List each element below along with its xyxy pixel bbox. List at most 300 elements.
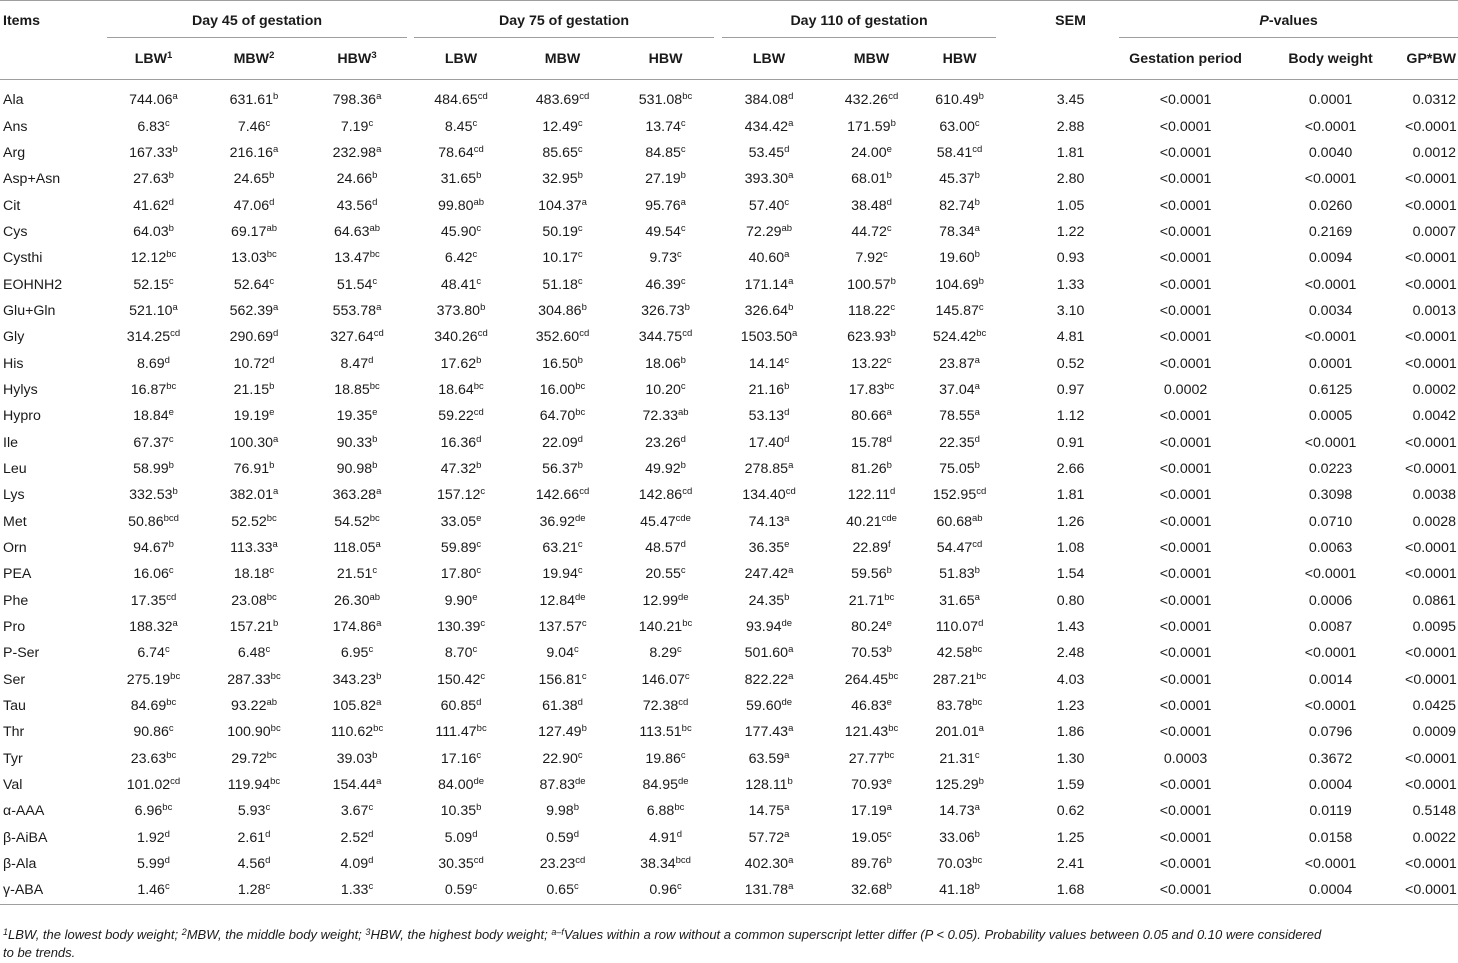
pvalue-cell: <0.0001 <box>1159 619 1212 636</box>
pvalue-cell: 0.0001 <box>1308 355 1353 372</box>
pvalue-cell: <0.0001 <box>1304 276 1357 293</box>
sem-cell: 1.05 <box>1056 197 1085 214</box>
value-cell: 140.21$^{bc}$ <box>638 618 693 636</box>
row-item-label: α-AAA <box>3 803 45 820</box>
sub-header-gp-bw: GP*BW <box>1405 38 1458 80</box>
row-item-label: Val <box>3 777 23 794</box>
value-cell: 623.93$^b$ <box>847 328 896 346</box>
value-cell: 1.28$^c$ <box>204 877 304 904</box>
value-cell: 80.66$^a$ <box>851 407 892 425</box>
pvalue-cell: 0.0223 <box>1308 460 1353 477</box>
table-body <box>0 80 1458 905</box>
pvalue-cell: 0.0710 <box>1308 513 1353 530</box>
row-item-label: Hylys <box>3 381 38 398</box>
value-cell: 23.87$^a$ <box>939 354 980 372</box>
value-cell: 6.88$^{bc}$ <box>646 802 685 820</box>
pvalue-cell: 0.0002 <box>1163 381 1208 398</box>
value-cell: 16.00$^{bc}$ <box>539 380 586 398</box>
pvalue-cell: 0.0022 <box>1412 829 1457 846</box>
value-cell: 145.87$^c$ <box>935 301 984 319</box>
value-cell: 52.64$^c$ <box>233 275 275 293</box>
value-cell: 53.45$^d$ <box>748 143 790 161</box>
table-row <box>0 746 1458 772</box>
sem-cell: 2.66 <box>1056 460 1085 477</box>
sub-header-mbw-45: MBW$^2$ <box>204 38 304 80</box>
value-cell: 8.45$^c$ <box>444 117 478 135</box>
value-cell: 113.33$^a$ <box>230 539 278 557</box>
pvalue-cell: 0.0004 <box>1256 877 1405 904</box>
value-cell: 7.46$^c$ <box>237 117 271 135</box>
value-cell: 95.76$^a$ <box>645 196 686 214</box>
sub-header-mbw-75: MBW <box>512 38 613 80</box>
sem-cell: 3.10 <box>1056 302 1085 319</box>
value-cell: 27.63$^b$ <box>133 170 174 188</box>
value-cell: 104.69$^b$ <box>935 275 984 293</box>
table-row <box>0 640 1458 666</box>
pvalue-cell: <0.0001 <box>1405 434 1457 451</box>
value-cell: 18.84e <box>133 407 174 425</box>
table-row <box>0 772 1458 798</box>
value-cell: 19.86$^c$ <box>645 749 686 767</box>
pvalue-cell: <0.0001 <box>1304 698 1357 715</box>
value-cell: 10.17$^c$ <box>542 249 583 267</box>
pvalue-cell: <0.0001 <box>1159 250 1212 267</box>
value-cell: 31.65$^b$ <box>440 170 482 188</box>
row-item-label: PEA <box>3 566 32 583</box>
sem-cell: 0.52 <box>1056 355 1085 372</box>
value-cell: 81.26$^b$ <box>851 459 892 477</box>
value-cell: 41.62$^d$ <box>133 196 174 214</box>
value-cell: 50.19$^c$ <box>542 222 583 240</box>
value-cell: 18.18$^c$ <box>233 565 275 583</box>
table-row <box>0 219 1458 245</box>
value-cell: 264.45$^{bc}$ <box>844 670 899 688</box>
pvalue-cell: <0.0001 <box>1159 566 1212 583</box>
value-cell: 610.49$^b$ <box>935 91 984 109</box>
value-cell: 99.80$^{ab}$ <box>437 196 485 214</box>
value-cell: 93.94de <box>745 618 793 636</box>
value-cell: 113.51$^{bc}$ <box>639 723 692 741</box>
sem-cell: 0.93 <box>1056 250 1085 267</box>
pvalue-cell: <0.0001 <box>1159 856 1212 873</box>
table-row <box>0 535 1458 561</box>
value-cell: 45.37$^b$ <box>939 170 980 188</box>
value-cell: 69.17$^{ab}$ <box>230 222 278 240</box>
value-cell: 7.19$^c$ <box>340 117 374 135</box>
value-cell: 48.41$^c$ <box>440 275 482 293</box>
value-cell: 174.86$^a$ <box>332 618 382 636</box>
value-cell: 6.95$^c$ <box>340 644 374 662</box>
value-cell: 524.42$^{bc}$ <box>932 328 987 346</box>
value-cell: 13.22$^c$ <box>851 354 892 372</box>
row-item-label: Met <box>3 513 27 530</box>
value-cell: 2.61$^d$ <box>237 828 271 846</box>
sub-header-hbw-110: HBW <box>923 38 1026 80</box>
value-cell: 156.81$^c$ <box>538 670 587 688</box>
table-row <box>0 667 1458 693</box>
value-cell: 8.70$^c$ <box>444 644 478 662</box>
value-cell: 17.62$^b$ <box>440 354 482 372</box>
pvalue-cell: <0.0001 <box>1159 698 1212 715</box>
value-cell: 27.19$^b$ <box>645 170 686 188</box>
value-cell: 154.44$^a$ <box>332 776 382 794</box>
table-row <box>0 80 1458 114</box>
value-cell: 63.00$^c$ <box>939 117 980 135</box>
value-cell: 75.05$^b$ <box>939 459 980 477</box>
row-item-label: Ser <box>3 671 26 688</box>
sem-cell: 1.22 <box>1056 223 1085 240</box>
value-cell: 553.78$^a$ <box>332 301 382 319</box>
pvalue-cell: 0.0002 <box>1412 381 1457 398</box>
value-cell: 100.30$^a$ <box>229 433 279 451</box>
value-cell: 40.21$^{cde}$ <box>846 512 897 530</box>
sem-cell: 1.30 <box>1056 750 1085 767</box>
pvalue-cell: <0.0001 <box>1405 355 1457 372</box>
pvalue-cell: 0.0158 <box>1308 829 1353 846</box>
table-row <box>0 693 1458 719</box>
pvalue-cell: <0.0001 <box>1159 487 1212 504</box>
value-cell: 59.89$^c$ <box>440 539 482 557</box>
row-item-label: Phe <box>3 592 29 609</box>
pvalue-cell: <0.0001 <box>1405 750 1457 767</box>
value-cell: 17.80$^c$ <box>440 565 482 583</box>
pvalue-cell: <0.0001 <box>1304 566 1357 583</box>
value-cell: 822.22$^a$ <box>744 670 794 688</box>
value-cell: 4.56$^d$ <box>237 855 271 873</box>
value-cell: 16.87$^{bc}$ <box>130 380 177 398</box>
pvalue-cell: <0.0001 <box>1405 856 1457 873</box>
pvalue-cell: 0.2169 <box>1308 223 1353 240</box>
value-cell: 5.99$^d$ <box>137 855 170 873</box>
pvalue-cell: 0.0012 <box>1412 144 1457 161</box>
pvalue-cell: 0.3098 <box>1308 487 1353 504</box>
pvalue-cell: <0.0001 <box>1159 777 1212 794</box>
pvalue-cell: <0.0001 <box>1159 144 1212 161</box>
sem-cell: 0.91 <box>1056 434 1085 451</box>
pvalue-cell: 0.0095 <box>1412 619 1457 636</box>
value-cell: 74.13$^a$ <box>748 512 790 530</box>
value-cell: 21.15$^b$ <box>233 380 275 398</box>
value-cell: 21.16$^b$ <box>748 380 790 398</box>
value-cell: 84.69$^{bc}$ <box>130 697 177 715</box>
pvalue-cell: <0.0001 <box>1405 118 1457 135</box>
sub-header-mbw-110: MBW <box>820 38 923 80</box>
sub-header-lbw-110: LBW <box>718 38 820 80</box>
value-cell: 232.98$^a$ <box>332 143 382 161</box>
table-row <box>0 825 1458 851</box>
value-cell: 100.57$^b$ <box>847 275 896 293</box>
pvalue-cell: <0.0001 <box>1405 877 1458 904</box>
table-row <box>0 851 1458 877</box>
row-item-label: Cysthi <box>3 250 43 267</box>
pvalue-cell: <0.0001 <box>1405 197 1457 214</box>
value-cell: 32.95$^b$ <box>542 170 583 188</box>
value-cell: 64.70$^{bc}$ <box>539 407 586 425</box>
pvalue-cell: <0.0001 <box>1159 408 1212 425</box>
value-cell: 21.51$^c$ <box>336 565 378 583</box>
row-item-label: Tyr <box>3 750 23 767</box>
pvalue-cell: 0.0425 <box>1412 698 1457 715</box>
pvalue-cell: <0.0001 <box>1304 856 1357 873</box>
value-cell: 85.65$^c$ <box>542 143 583 161</box>
pvalue-cell: 0.0861 <box>1412 592 1457 609</box>
value-cell: 19.19e <box>233 407 275 425</box>
table-row <box>0 377 1458 403</box>
value-cell: 157.21$^b$ <box>229 618 279 636</box>
pvalue-cell: 0.0007 <box>1412 223 1457 240</box>
value-cell: 44.72$^c$ <box>851 222 892 240</box>
value-cell: 17.40$^d$ <box>748 433 790 451</box>
value-cell: 137.57$^c$ <box>538 618 587 636</box>
pvalue-cell: <0.0001 <box>1159 355 1212 372</box>
pvalue-cell: 0.0119 <box>1309 803 1352 820</box>
sem-cell: 1.43 <box>1056 619 1085 636</box>
value-cell: 19.35e <box>336 407 378 425</box>
value-cell: 13.47$^{bc}$ <box>334 249 380 267</box>
value-cell: 290.69$^d$ <box>229 328 279 346</box>
value-cell: 483.69$^{cd}$ <box>535 91 590 109</box>
sem-cell: 0.97 <box>1056 381 1085 398</box>
value-cell: 61.38$^d$ <box>542 697 583 715</box>
row-item-label: His <box>3 355 24 372</box>
table-row <box>0 719 1458 745</box>
header-row-groups <box>0 1 1458 39</box>
sub-header-hbw-75: HBW <box>613 38 718 80</box>
value-cell: 344.75$^{cd}$ <box>638 328 693 346</box>
value-cell: 72.29$^{ab}$ <box>745 222 793 240</box>
items-header: Items <box>0 1 103 80</box>
value-cell: 23.23$^{cd}$ <box>539 855 586 873</box>
value-cell: 17.83$^{bc}$ <box>848 380 895 398</box>
pvalue-cell: <0.0001 <box>1115 877 1256 904</box>
table-row <box>0 561 1458 587</box>
value-cell: 332.53$^b$ <box>129 486 178 504</box>
value-cell: 12.99de <box>642 591 689 609</box>
value-cell: 128.11$^b$ <box>745 776 793 794</box>
group-header-day45: Day 45 of gestation <box>103 1 410 39</box>
value-cell: 58.41$^{cd}$ <box>936 143 983 161</box>
pvalue-cell: 0.0063 <box>1308 540 1353 557</box>
value-cell: 142.86$^{cd}$ <box>638 486 693 504</box>
value-cell: 68.01$^b$ <box>851 170 892 188</box>
pvalue-cell: <0.0001 <box>1304 434 1357 451</box>
sem-cell: 1.86 <box>1056 724 1085 741</box>
value-cell: 19.94$^c$ <box>542 565 583 583</box>
value-cell: 6.83$^c$ <box>137 117 170 135</box>
pvalue-cell: 0.0013 <box>1412 302 1457 319</box>
pvalue-cell: <0.0001 <box>1159 434 1212 451</box>
value-cell: 21.31$^c$ <box>939 749 980 767</box>
pvalue-cell: <0.0001 <box>1159 329 1212 346</box>
value-cell: 216.16$^a$ <box>229 143 279 161</box>
sem-cell: 2.88 <box>1056 118 1085 135</box>
row-item-label: Glu+Gln <box>3 302 56 319</box>
value-cell: 10.20$^c$ <box>645 380 686 398</box>
value-cell: 304.86$^b$ <box>538 301 587 319</box>
value-cell: 287.33$^{bc}$ <box>227 670 281 688</box>
value-cell: 19.05$^c$ <box>851 828 892 846</box>
pvalue-cell: <0.0001 <box>1405 276 1457 293</box>
value-cell: 0.59$^c$ <box>410 877 512 904</box>
value-cell: 152.95$^{cd}$ <box>932 486 987 504</box>
value-cell: 16.36$^d$ <box>440 433 482 451</box>
value-cell: 38.48$^d$ <box>851 196 892 214</box>
pvalue-cell: <0.0001 <box>1159 724 1212 741</box>
pvalue-cell: 0.0260 <box>1308 197 1353 214</box>
value-cell: 8.29$^c$ <box>649 644 682 662</box>
value-cell: 0.59$^d$ <box>546 828 579 846</box>
value-cell: 363.28$^a$ <box>332 486 382 504</box>
value-cell: 393.30$^a$ <box>744 170 794 188</box>
sem-cell: 2.80 <box>1056 171 1085 188</box>
value-cell: 17.35$^{cd}$ <box>130 591 177 609</box>
value-cell: 6.96$^{bc}$ <box>134 802 173 820</box>
table-row <box>0 113 1458 139</box>
sub-header-gestation-period: Gestation period <box>1115 38 1256 80</box>
value-cell: 59.56$^b$ <box>851 565 892 583</box>
pvalues-rest: -values <box>1268 13 1318 29</box>
pvalue-cell: 0.0038 <box>1412 487 1457 504</box>
table-row <box>0 271 1458 297</box>
value-cell: 18.06$^b$ <box>645 354 686 372</box>
value-cell: 54.47$^{cd}$ <box>936 539 983 557</box>
value-cell: 326.64$^b$ <box>744 301 794 319</box>
value-cell: 54.52$^{bc}$ <box>334 512 380 530</box>
pvalue-cell: <0.0001 <box>1405 460 1457 477</box>
row-item-label: Tau <box>3 698 26 715</box>
sem-cell: 2.48 <box>1056 645 1085 662</box>
value-cell: 29.72$^{bc}$ <box>231 749 277 767</box>
value-cell: 63.21$^c$ <box>542 539 583 557</box>
value-cell: 38.34$^{bcd}$ <box>640 855 691 873</box>
value-cell: 275.19$^{bc}$ <box>126 670 181 688</box>
sub-header-lbw-75: LBW <box>410 38 512 80</box>
value-cell: 247.42$^a$ <box>744 565 794 583</box>
value-cell: 373.80$^b$ <box>436 301 486 319</box>
table-row <box>0 140 1458 166</box>
value-cell: 52.15$^c$ <box>133 275 174 293</box>
value-cell: 110.62$^{bc}$ <box>330 723 384 741</box>
value-cell: 5.09$^d$ <box>444 828 478 846</box>
row-item-label: EOHNH2 <box>3 276 63 293</box>
value-cell: 4.91$^d$ <box>649 828 682 846</box>
value-cell: 188.32$^a$ <box>129 618 178 636</box>
value-cell: 9.04$^c$ <box>546 644 579 662</box>
value-cell: 531.08$^{bc}$ <box>638 91 693 109</box>
value-cell: 72.33$^{ab}$ <box>642 407 689 425</box>
table-row <box>0 482 1458 508</box>
value-cell: 382.01$^a$ <box>229 486 279 504</box>
value-cell: 142.66$^{cd}$ <box>535 486 590 504</box>
value-cell: 24.66$^b$ <box>336 170 378 188</box>
row-item-label: Orn <box>3 540 27 557</box>
value-cell: 10.35$^b$ <box>440 802 482 820</box>
value-cell: 9.73$^c$ <box>649 249 682 267</box>
value-cell: 8.47$^d$ <box>340 354 374 372</box>
value-cell: 49.92$^b$ <box>645 459 686 477</box>
pvalue-cell: 0.0001 <box>1308 92 1353 109</box>
table-row <box>0 192 1458 218</box>
table-row <box>0 877 1458 904</box>
value-cell: 131.78$^a$ <box>718 877 820 904</box>
value-cell: 384.08$^d$ <box>744 91 794 109</box>
table-row <box>0 588 1458 614</box>
pvalue-cell: <0.0001 <box>1405 250 1457 267</box>
value-cell: 121.43$^{bc}$ <box>844 723 899 741</box>
value-cell: 90.33$^b$ <box>336 433 378 451</box>
sem-header: SEM <box>1026 1 1115 80</box>
value-cell: 60.68$^{ab}$ <box>936 512 983 530</box>
value-cell: 22.90$^c$ <box>542 749 583 767</box>
value-cell: 30.35$^{cd}$ <box>438 855 484 873</box>
pvalue-cell: 0.0312 <box>1412 92 1457 109</box>
pvalue-cell: <0.0001 <box>1159 302 1212 319</box>
pvalue-cell: <0.0001 <box>1159 223 1212 240</box>
value-cell: 26.30$^{ab}$ <box>333 591 381 609</box>
value-cell: 4.09$^d$ <box>340 855 374 873</box>
pvalue-cell: 0.0034 <box>1308 302 1353 319</box>
row-item-label: Gly <box>3 329 25 346</box>
pvalue-cell: <0.0001 <box>1304 329 1357 346</box>
pvalues-italic: P <box>1259 13 1269 29</box>
value-cell: 130.39$^c$ <box>436 618 486 636</box>
value-cell: 1.33$^c$ <box>304 877 410 904</box>
value-cell: 0.65$^c$ <box>512 877 613 904</box>
value-cell: 14.14$^c$ <box>748 354 790 372</box>
row-item-label: γ-ABA <box>0 877 103 904</box>
value-cell: 171.59$^b$ <box>847 117 896 135</box>
table-row <box>0 509 1458 535</box>
value-cell: 23.63$^{bc}$ <box>130 749 177 767</box>
value-cell: 19.60$^b$ <box>939 249 980 267</box>
value-cell: 101.02$^{cd}$ <box>126 776 181 794</box>
value-cell: 287.21$^{bc}$ <box>932 670 987 688</box>
table-row <box>0 429 1458 455</box>
value-cell: 484.65$^{cd}$ <box>434 91 488 109</box>
value-cell: 314.25$^{cd}$ <box>126 328 181 346</box>
row-item-label: Ile <box>3 434 18 451</box>
value-cell: 343.23$^b$ <box>332 670 382 688</box>
value-cell: 59.60de <box>745 697 793 715</box>
value-cell: 631.61$^b$ <box>229 91 279 109</box>
pvalue-cell: <0.0001 <box>1405 671 1457 688</box>
value-cell: 41.18$^b$ <box>923 877 1026 904</box>
value-cell: 118.05$^a$ <box>333 539 381 557</box>
value-cell: 22.89$^f$ <box>852 539 891 557</box>
value-cell: 94.67$^b$ <box>133 539 174 557</box>
sem-cell: 1.68 <box>1026 877 1115 904</box>
pvalue-cell: <0.0001 <box>1159 592 1212 609</box>
value-cell: 17.16$^c$ <box>440 749 482 767</box>
value-cell: 57.40$^c$ <box>748 196 790 214</box>
value-cell: 105.82$^a$ <box>332 697 382 715</box>
row-item-label: Cit <box>3 197 21 214</box>
value-cell: 326.73$^b$ <box>641 301 690 319</box>
sem-cell: 1.33 <box>1056 276 1085 293</box>
value-cell: 87.83de <box>539 776 586 794</box>
value-cell: 6.74$^c$ <box>137 644 170 662</box>
value-cell: 84.00de <box>437 776 485 794</box>
pvalue-cell: 0.0094 <box>1308 250 1353 267</box>
value-cell: 798.36$^a$ <box>332 91 382 109</box>
value-cell: 23.26$^d$ <box>645 433 686 451</box>
value-cell: 12.84de <box>539 591 586 609</box>
value-cell: 157.12$^c$ <box>436 486 486 504</box>
pvalue-cell: 0.0014 <box>1308 671 1353 688</box>
value-cell: 63.59$^a$ <box>748 749 790 767</box>
row-item-label: Asp+Asn <box>3 171 61 188</box>
value-cell: 9.90e <box>444 591 478 609</box>
